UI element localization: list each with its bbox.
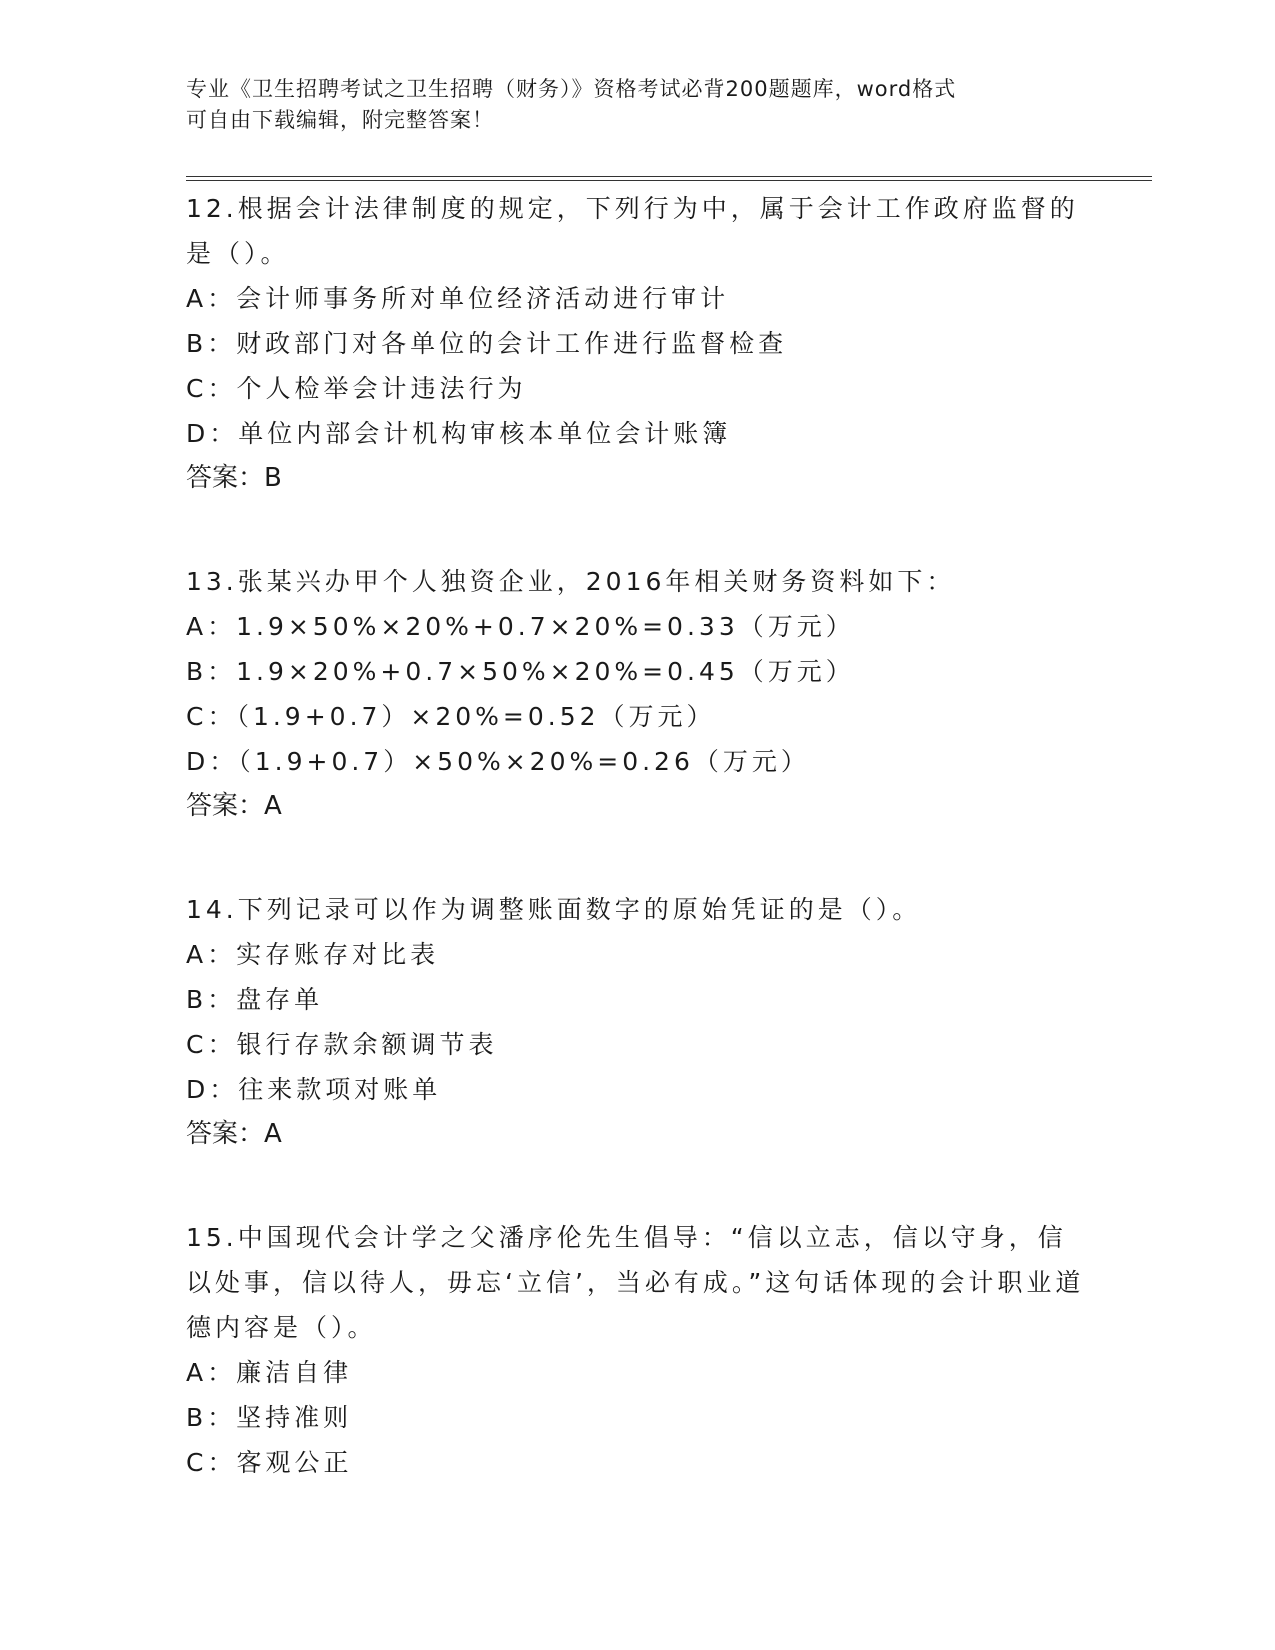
question-stem: 14.下列记录可以作为调整账面数字的原始凭证的是（）。 [186,895,922,924]
question-12 [186,186,1086,501]
answer-label: 答案：A [186,791,282,821]
question-14 [186,887,1086,1157]
option-b: B：盘存单 [186,985,324,1014]
option-c: C：个人检举会计违法行为 [186,374,527,403]
option-d: D：（1.9+0.7）×50%×20%=0.26（万元） [186,747,810,776]
option-a: A：廉洁自律 [186,1358,353,1387]
question-15 [186,1215,1086,1485]
header-title-line-1: 专业《卫生招聘考试之卫生招聘（财务）》资格考试必背200题题库，word格式 [186,77,957,101]
option-a: A：1.9×50%×20%+0.7×20%=0.33（万元） [186,612,855,641]
option-b: B：财政部门对各单位的会计工作进行监督检查 [186,329,788,358]
question-stem: 12.根据会计法律制度的规定，下列行为中，属于会计工作政府监督的是（）。 [186,194,1079,268]
header-title-line-2: 可自由下载编辑，附完整答案！ [186,108,494,132]
question-13 [186,559,1086,829]
document-header [186,74,1066,136]
question-stem: 15.中国现代会计学之父潘序伦先生倡导：“信以立志，信以守身，信以处事，信以待人，毋忘‘立信’，当必有成。”这句话体现的会计职业道德内容是（）。 [186,1223,1085,1342]
option-d: D：往来款项对账单 [186,1075,442,1104]
option-c: C：银行存款余额调节表 [186,1030,498,1059]
answer-label: 答案：A [186,1119,282,1149]
option-a: A：会计师事务所对单位经济活动进行审计 [186,284,730,313]
option-b: B：1.9×20%+0.7×50%×20%=0.45（万元） [186,657,855,686]
option-a: A：实存账存对比表 [186,940,440,969]
header-divider [186,176,1152,181]
question-stem: 13.张某兴办甲个人独资企业，2016年相关财务资料如下： [186,567,956,596]
answer-label: 答案：B [186,463,282,493]
option-c: C：客观公正 [186,1448,353,1477]
option-d: D：单位内部会计机构审核本单位会计账簿 [186,419,732,448]
question-list [186,186,1086,1543]
option-c: C：（1.9+0.7）×20%=0.52（万元） [186,702,716,731]
option-b: B：坚持准则 [186,1403,353,1432]
